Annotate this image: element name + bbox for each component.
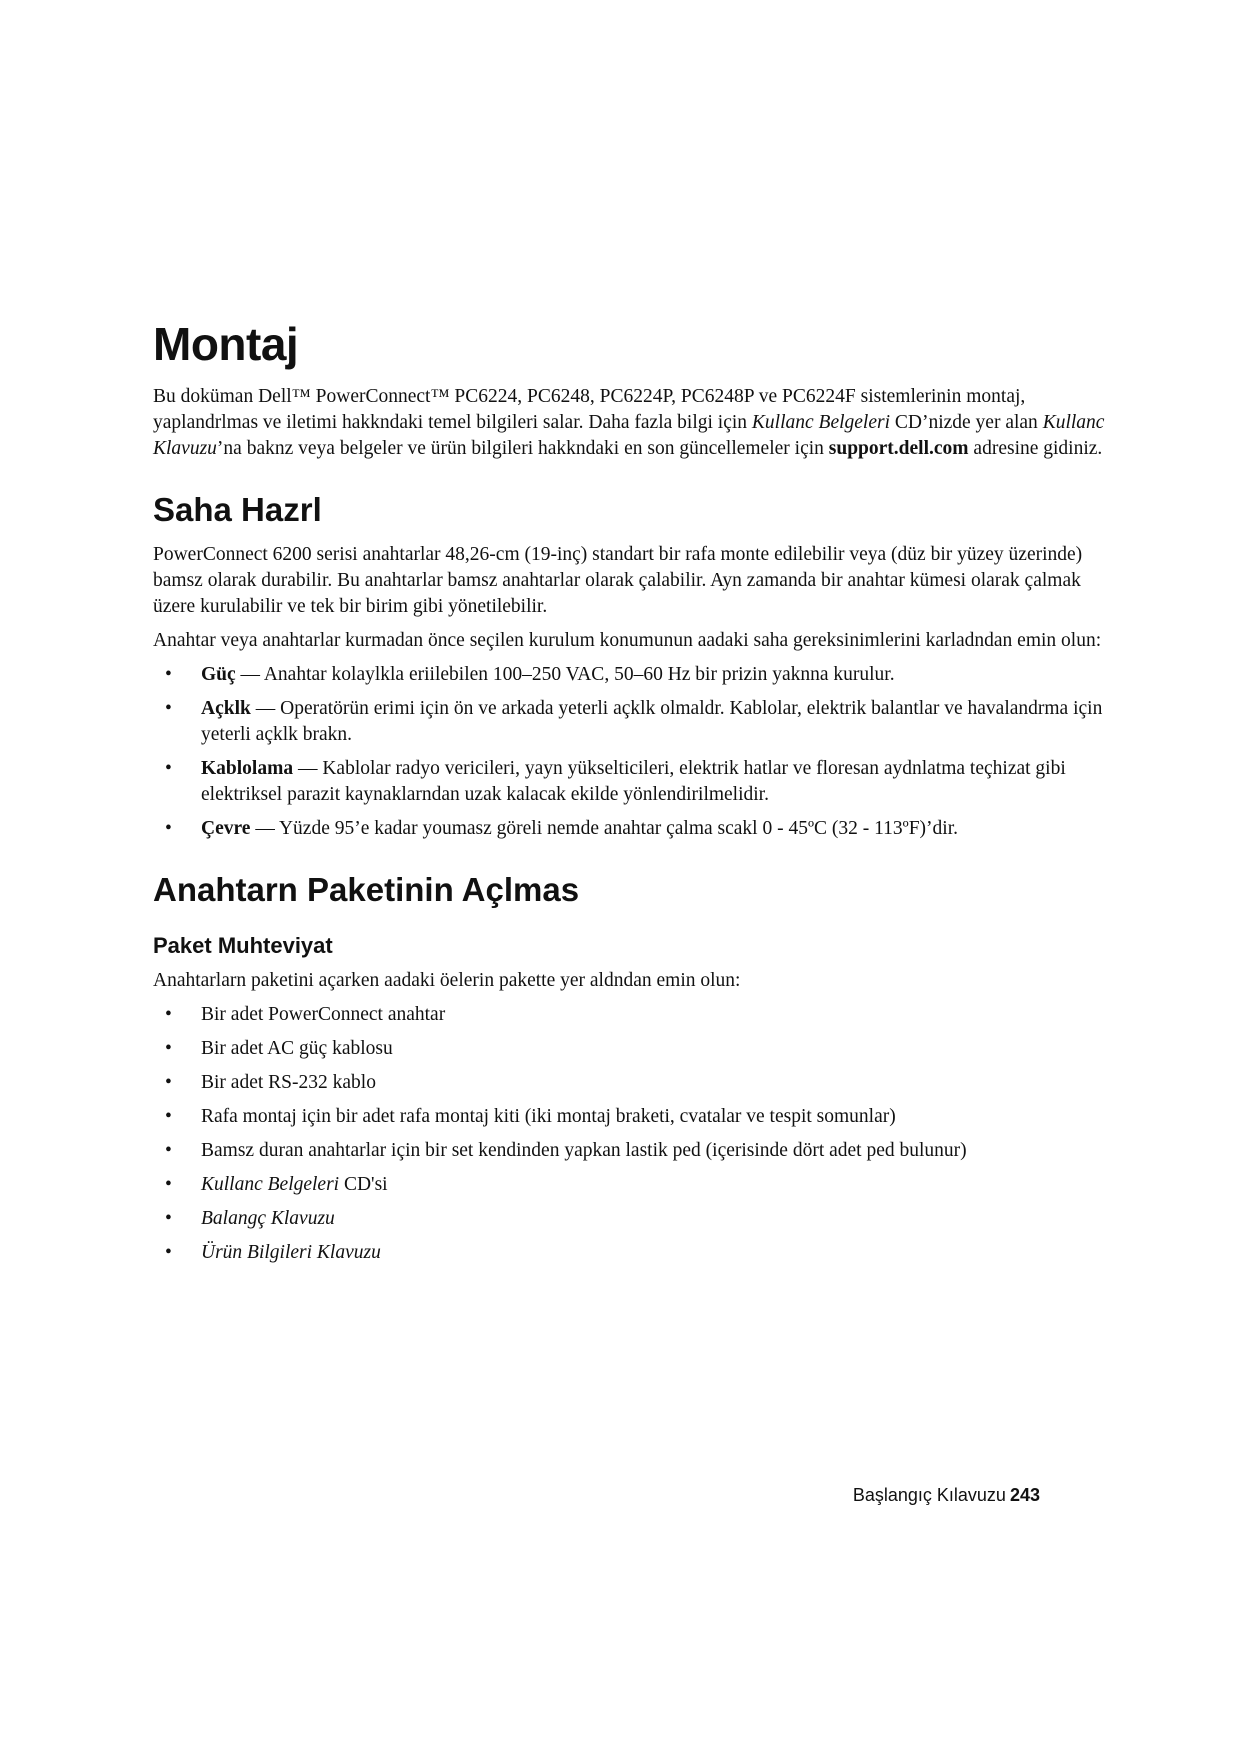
intro-text-2: CD’nizde yer alan [890, 412, 1043, 433]
item-lead: Çevre [201, 818, 251, 839]
bullet-icon: • [165, 1106, 172, 1127]
bullet-icon: • [165, 1174, 172, 1195]
bullet-icon: • [165, 1208, 172, 1229]
item-text: Bir adet RS-232 kablo [201, 1072, 376, 1093]
item-text: Bamsz duran anahtarlar için bir set kendinden yapkan lastik ped (içerisinde dört adet ped bulunur) [201, 1140, 967, 1161]
bullet-icon: • [165, 698, 172, 719]
item-italic: Kullanc Belgeleri [201, 1174, 340, 1195]
item-lead: Kablolama [201, 758, 294, 779]
bullet-icon: • [165, 818, 172, 839]
bullet-icon: • [165, 1004, 172, 1025]
bullet-icon: • [165, 1038, 172, 1059]
list-item [153, 662, 1108, 688]
list-item [153, 1172, 1108, 1198]
item-italic: Ürün Bilgileri Klavuzu [201, 1242, 381, 1263]
list-item [153, 1070, 1108, 1096]
bullet-icon: • [165, 664, 172, 685]
intro-text-1: Bu doküman Dell™ PowerConnect™ PC6224, PC6248, PC6224P, PC6248P ve PC6224F sistemlerinin montaj, yaplandrlmas ve iletimi hakkndaki temel bilgileri salar. Daha fazla bilgi için [153, 386, 1026, 433]
intro-paragraph [153, 384, 1108, 462]
list-item [153, 1036, 1108, 1062]
list-item [153, 1138, 1108, 1164]
bullet-icon: • [165, 1072, 172, 1093]
intro-text-4: adresine gidiniz. [968, 438, 1103, 459]
item-text: Rafa montaj için bir adet rafa montaj kiti (iki montaj braketi, cvatalar ve tespit somunlar) [201, 1106, 896, 1127]
bullet-icon: • [165, 1242, 172, 1263]
item-text: Bir adet AC güç kablosu [201, 1038, 393, 1059]
intro-italic-2: Kullanc Klavuzu [153, 412, 1105, 459]
support-link[interactable]: support.dell.com [828, 438, 969, 459]
item-lead: Açklk [201, 698, 251, 719]
list-item [153, 816, 1108, 842]
item-text: — Kablolar radyo vericileri, yayn yükselticileri, elektrik hatlar ve floresan aydnlatma teçhizat gibi elektriksel parazit kaynaklarndan uzak kalacak ekilde yönlendirilmelidir. [201, 758, 1066, 805]
item-text: Bir adet PowerConnect anahtar [201, 1004, 446, 1025]
package-contents-title: Paket Muhteviyat [153, 933, 333, 958]
item-text: — Yüzde 95’e kadar youmasz göreli nemde anahtar çalma scakl 0 - 45ºC (32 - 113ºF)’dir. [250, 818, 958, 839]
item-italic: Balangç Klavuzu [201, 1208, 335, 1229]
list-item [153, 1002, 1108, 1028]
package-contents-list [153, 1002, 1108, 1266]
bullet-icon: • [165, 1140, 172, 1161]
footer-label: Başlangıç Kılavuzu [852, 1485, 1006, 1505]
item-text: — Anahtar kolaylkla eriilebilen 100–250 VAC, 50–60 Hz bir prizin yaknna kurulur. [235, 664, 895, 685]
intro-text-3: ’na baknz veya belgeler ve ürün bilgileri hakkndaki en son güncellemeler için [216, 438, 829, 459]
package-contents-paragraph: Anahtarlarn paketini açarken aadaki öelerin pakette yer aldndan emin olun: [153, 970, 741, 991]
item-suffix: CD'si [339, 1174, 388, 1195]
page-content [153, 318, 1108, 1274]
intro-italic-1: Kullanc Belgeleri [751, 412, 890, 433]
site-requirements-list [153, 662, 1108, 842]
bullet-icon: • [165, 758, 172, 779]
item-lead: Güç [201, 664, 236, 685]
site-prep-paragraph-1: PowerConnect 6200 serisi anahtarlar 48,26-cm (19-inç) standart bir rafa monte edilebilir veya (düz bir yüzey üzerinde) bamsz olarak durabilir. Bu anahtarlar bamsz anahtarlar olarak çalabilir. Ayn zamanda bir anahtar kümesi olarak çalmak üzere kurulabilir ve tek bir birim gibi yönetilebilir. [153, 544, 1083, 617]
page-title: Montaj [153, 318, 299, 370]
section-unpacking-title: Anahtarn Paketinin Açlmas [153, 871, 580, 908]
site-prep-paragraph-2: Anahtar veya anahtarlar kurmadan önce seçilen kurulum konumunun aadaki saha gereksinimlerini karladndan emin olun: [153, 630, 1102, 651]
item-text: — Operatörün erimi için ön ve arkada yeterli açklk olmaldr. Kablolar, elektrik balantlar ve havalandrma için yeterli açklk brakn. [201, 698, 1103, 745]
list-item [153, 756, 1108, 808]
page-number: 243 [1009, 1485, 1040, 1505]
list-item [153, 696, 1108, 748]
list-item [153, 1206, 1108, 1232]
list-item [153, 1240, 1108, 1266]
list-item [153, 1104, 1108, 1130]
section-site-prep-title: Saha Hazrl [153, 491, 322, 528]
page-footer [800, 1484, 1040, 1506]
